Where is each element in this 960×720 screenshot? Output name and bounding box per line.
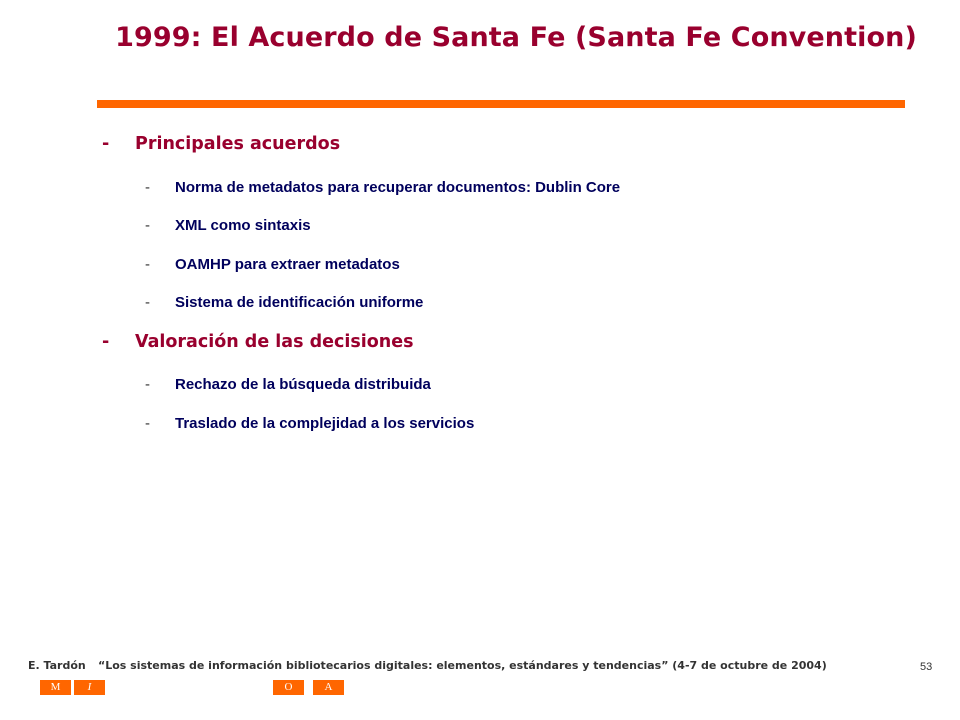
bullet-dash: - (102, 332, 110, 352)
bullet-item (145, 217, 311, 234)
page-number: 53 (920, 661, 933, 673)
bullet-item (145, 256, 400, 273)
nav-button-a[interactable]: A (313, 680, 344, 695)
bullet-item-text: Sistema de identificación uniforme (175, 294, 424, 311)
bullet-dash: - (145, 415, 150, 432)
bullet-item-text: Rechazo de la búsqueda distribuida (175, 376, 431, 393)
slide-title: 1999: El Acuerdo de Santa Fe (Santa Fe Convention) (115, 22, 917, 53)
nav-button-i[interactable]: I (74, 680, 105, 695)
bullet-item (145, 415, 474, 432)
nav-button-o[interactable]: O (273, 680, 304, 695)
bullet-dash: - (102, 134, 110, 154)
bullet-item-text: XML como sintaxis (175, 217, 311, 234)
bullet-dash: - (145, 376, 150, 393)
section-heading-label: Principales acuerdos (135, 134, 341, 154)
bullet-item (145, 179, 620, 196)
bullet-dash: - (145, 179, 150, 196)
bullet-item (145, 294, 423, 311)
section-heading-principales (102, 134, 340, 154)
bullet-item-text: Norma de metadatos para recuperar documentos: Dublin Core (175, 179, 621, 196)
bullet-dash: - (145, 256, 150, 273)
bullet-item (145, 376, 431, 393)
bullet-item-text: OAMHP para extraer metadatos (175, 256, 400, 273)
footer-author: E. Tardón (28, 659, 86, 672)
bullet-dash: - (145, 294, 150, 311)
section-heading-label: Valoración de las decisiones (135, 332, 414, 352)
bullet-dash: - (145, 217, 150, 234)
slide-footer (28, 659, 827, 672)
bullet-item-text: Traslado de la complejidad a los servicios (175, 415, 475, 432)
nav-button-m[interactable]: M (40, 680, 71, 695)
footer-citation: “Los sistemas de información bibliotecarios digitales: elementos, estándares y tendencias” (4-7 de octubre de 2004) (98, 659, 827, 672)
title-underline-rule (97, 100, 905, 108)
section-heading-valoracion (102, 332, 414, 352)
